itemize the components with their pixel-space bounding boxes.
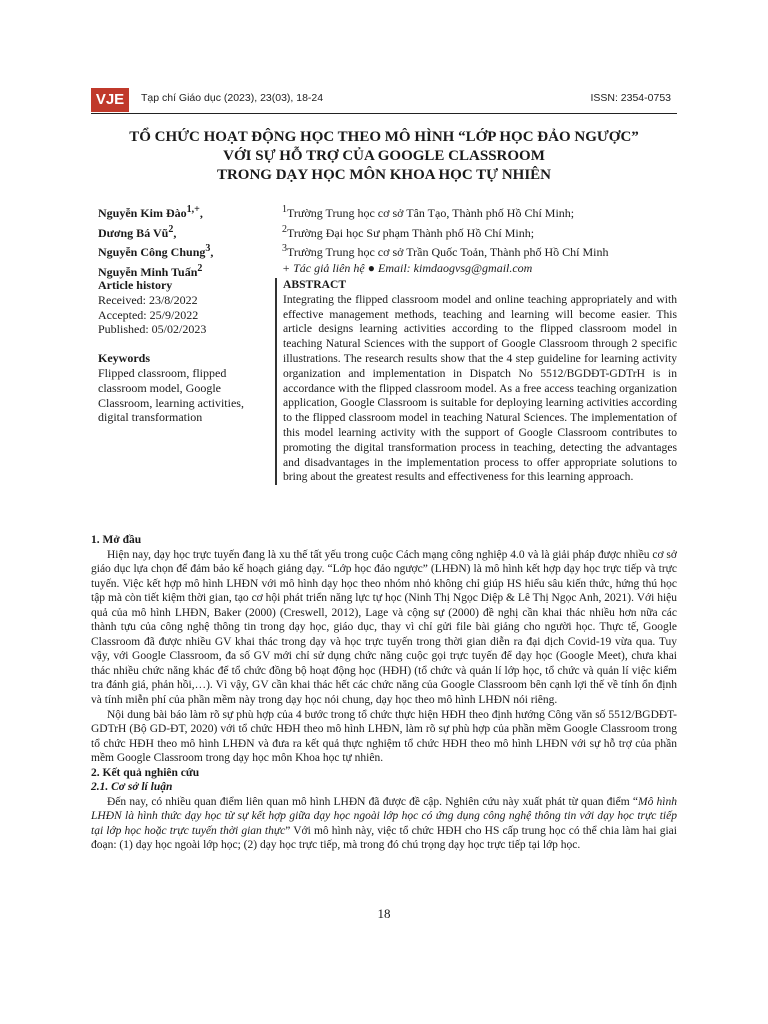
affiliation: $^3$Trường Trung học cơ sở Trần Quốc Toản, Thành phố Hồ Chí Minh	[282, 243, 609, 259]
title-line-3: TRONG DẠY HỌC MÔN KHOA HỌC TỰ NHIÊN	[216, 167, 552, 183]
issn: ISSN: 2354-0753	[590, 92, 671, 104]
contact-email: + Tác giả liên hệ ● Email: kimdaogvsg@gmail.com	[282, 260, 533, 275]
page-number: 18	[377, 906, 391, 921]
abstract-text: Integrating the flipped classroom model and online teaching appropriately and with effective management methods, teaching and learning will become easier. This article designs learning activities according to the flipped classroom model in teaching Natural Sciences with the support of Google Classroom through 2 specific illustrations. The research results show that the 4 step guideline for learning activity organization and implementation in Dispatch No 5512/BGDĐT-GDTrH is in accordance with the flipped classroom model. As a free access teaching organization application, Google Classroom is suitable for deploying learning activities according to the flipped classroom model in teaching Natural Sciences. The implementation of this model learning activity with the support of Google Classroom contributes to promoting the digital transformation process in teaching, detecting the advantages and disadvantages in the implementation process to offer appropriate solutions to bring about the greatest results and effectiveness for this learning approach.	[283, 292, 677, 484]
published-date: Published: 05/02/2023	[98, 322, 207, 337]
journal-citation: Tạp chí Giáo dục (2023), 23(03), 18-24	[141, 92, 324, 104]
author-list	[98, 202, 278, 280]
abstract-box	[275, 278, 677, 485]
journal-header	[91, 88, 677, 112]
header-rule	[91, 113, 677, 114]
subsection-heading: 2.1. Cơ sở lí luận	[91, 781, 173, 794]
keywords-text: Flipped classroom, flipped classroom model, Google Classroom, learning activities, digital transformation	[98, 365, 244, 425]
affiliation: $^2$Trường Đại học Sư phạm Thành phố Hồ Chí Minh;	[282, 223, 535, 240]
article-sidebar	[98, 278, 268, 425]
abstract-heading: ABSTRACT	[283, 278, 347, 291]
paragraph: Hiện nay, dạy học trực tuyến đang là xu thế tất yếu trong cuộc Cách mạng công nghiệp 4.0 và là giải pháp được nhiều cơ sở giáo dục lựa chọn để đảm bảo kế hoạch giảng dạy. “Lớp học đảo ngược” (LHĐN) là mô hình kết hợp dạy học trực tiếp và trực tuyến. Việc kết hợp mô hình LHĐN với mô hình dạy học theo nhóm nhỏ không chỉ giúp HS hiểu sâu kiến thức, hứng thú học tập mà còn tiết kiệm thời gian, tạo cơ hội phát triển năng lực tự học (Ninh Thị Ngọc Diệp & Lê Thị Ngọc Anh, 2021). Với hiệu quả của mô hình LHĐN, Baker (2000) (Creswell, 2012), Lage và cộng sự (2000) đề nghị cần khai thác nhiều hơn nữa các thành tựu của công nghệ thông tin trong dạy học, giáo dục, thay vì chỉ gửi file bài giảng cho người học. Thực tế, Google Classroom đã được nhiều GV khai thác trong dạy và học trực tuyến trong thời gian diễn ra đại dịch Covid-19 vừa qua. Tuy vậy, với Google Classroom, đa số GV mới chỉ sử dụng chức năng cuộc gọi trực tuyến để dạy học (Google Meet), chưa khai thác nhiều chức năng khác để tổ chức đồng bộ hoạt động học (HĐH) (tổ chức và quản lí lớp học, tổ chức và quản lí việc kiểm tra đánh giá, phản hồi,…). Vì vậy, GV cần khai thác hết các chức năng của Google Classroom bên cạnh lợi thế về tính ổn định và tính miễn phí của phần mềm này trong dạy học nói chung, dạy học theo mô hình LHĐN nói riêng.	[91, 548, 677, 707]
author: Nguyễn Công Chung$^3$,	[98, 243, 214, 259]
section-heading: 1. Mở đầu	[91, 534, 142, 546]
title-line-1: TỔ CHỨC HOẠT ĐỘNG HỌC THEO MÔ HÌNH “LỚP HỌC ĐẢO NGƯỢC”	[129, 129, 639, 145]
section-heading: 2. Kết quả nghiên cứu	[91, 766, 200, 779]
article-body	[91, 533, 677, 853]
received-date: Received: 23/8/2022	[98, 292, 198, 307]
accepted-date: Accepted: 25/9/2022	[98, 307, 199, 322]
author: Dương Bá $Vũ^2$,	[98, 223, 177, 240]
journal-logo: VJE	[91, 88, 129, 112]
affiliation-list	[282, 202, 677, 276]
affiliation: $^1$Trường Trung học cơ sở Tân Tạo, Thành phố Hồ Chí Minh;	[282, 204, 575, 220]
article-history-heading: Article history	[98, 278, 173, 292]
title-line-2: VỚI SỰ HỖ TRỢ CỦA GOOGLE CLASSROOM	[223, 148, 545, 164]
paragraph: Đến nay, có nhiều quan điểm liên quan mô hình LHĐN đã được đề cập. Nghiên cứu này xuất phát từ quan điểm “Mô hình LHĐN là hình thức dạy học từ sự kết hợp giữa dạy học ngoài lớp học có ứng dụng công nghệ thông tin với dạy học trực tiếp tại lớp học hoặc trực tuyến thời gian thực” Với mô hình này, việc tổ chức HĐH cho HS cấp trung học có thể chia làm hai giai đoạn: (1) dạy học ngoài lớp học; (2) dạy học trực tiếp, mà trong đó chú trọng dạy học trực tiếp tại lớp học.	[91, 795, 677, 852]
author: Nguyễn Kim Đào$^{1,+}$,	[98, 204, 203, 220]
paragraph: Nội dung bài báo làm rõ sự phù hợp của 4 bước trong tổ chức thực hiện HĐH theo định hướng Công văn số 5512/BGDĐT-GDTrH (Bộ GD-ĐT, 2020) với tổ chức HĐH theo mô hình LHĐN, làm rõ sự phù hợp của phần mềm Google Classroom trong tổ chức HĐH theo mô hình LHĐN và đưa ra kết quả thực nghiệm tổ chức HĐH theo mô hình LHĐN với sự hỗ trợ của phần mềm Google Classroom trong dạy học môn Khoa học tự nhiên.	[91, 708, 677, 765]
article-title	[91, 128, 677, 185]
keywords-heading: Keywords	[98, 351, 150, 366]
author: Nguyễn Minh Tuấn$^2$	[98, 262, 203, 279]
definition-quote: Mô hình LHĐN là hình thức dạy học từ sự kết hợp giữa dạy học ngoài lớp học có ứng dụng công nghệ thông tin với dạy học trực tiếp tại lớp học hoặc trực tuyến thời gian thực	[91, 795, 677, 837]
